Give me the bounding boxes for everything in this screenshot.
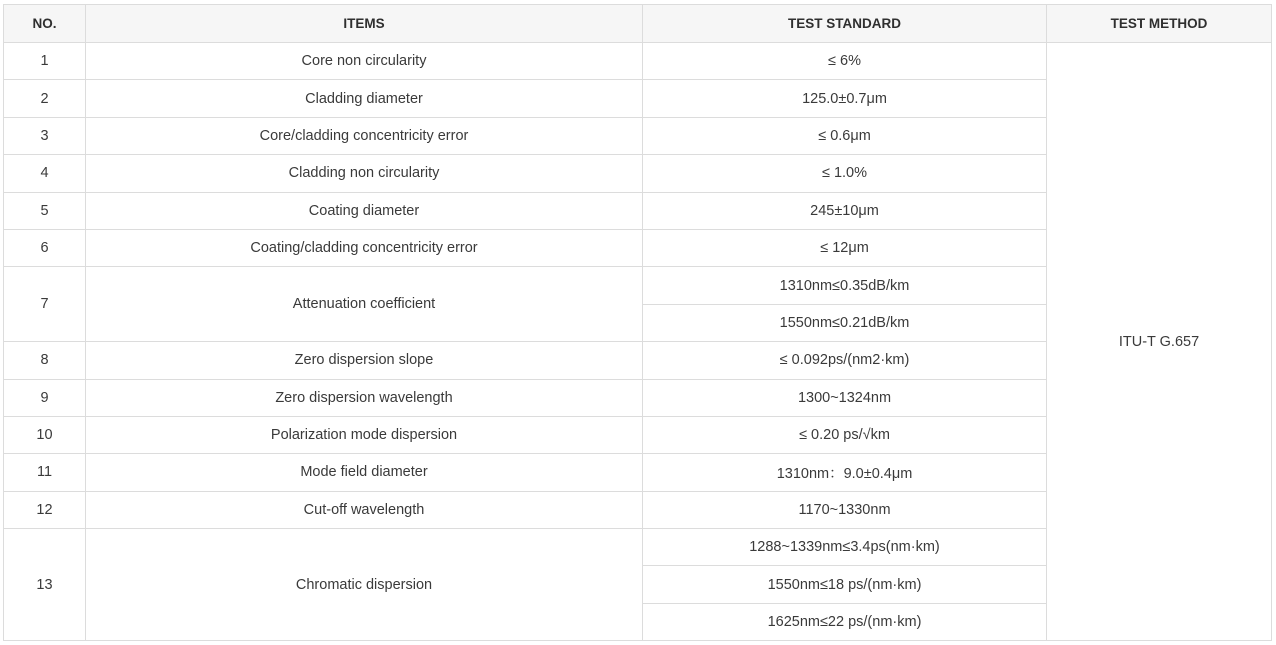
row-standard: 1310nm≤0.35dB/km xyxy=(643,267,1047,304)
spec-table xyxy=(3,4,1272,641)
row-standard: 1288~1339nm≤3.4ps(nm·km) xyxy=(643,529,1047,566)
row-standard: ≤ 12μm xyxy=(643,229,1047,266)
row-standard: ≤ 0.20 ps/√km xyxy=(643,416,1047,453)
row-standard: ≤ 0.092ps/(nm2·km) xyxy=(643,342,1047,379)
row-number: 5 xyxy=(4,192,86,229)
row-item: Cladding non circularity xyxy=(86,155,643,192)
row-number: 8 xyxy=(4,342,86,379)
row-standard: 1550nm≤0.21dB/km xyxy=(643,304,1047,341)
row-item: Core non circularity xyxy=(86,43,643,80)
header-row xyxy=(4,5,1272,43)
row-standard: 1300~1324nm xyxy=(643,379,1047,416)
row-standard: ≤ 6% xyxy=(643,43,1047,80)
row-number: 9 xyxy=(4,379,86,416)
row-item: Polarization mode dispersion xyxy=(86,416,643,453)
header-no: NO. xyxy=(4,5,86,43)
row-item: Cut-off wavelength xyxy=(86,491,643,528)
row-number: 2 xyxy=(4,80,86,117)
row-item: Coating/cladding concentricity error xyxy=(86,229,643,266)
table-row xyxy=(4,43,1272,80)
row-standard: 125.0±0.7μm xyxy=(643,80,1047,117)
row-item: Chromatic dispersion xyxy=(86,529,643,641)
row-item: Zero dispersion wavelength xyxy=(86,379,643,416)
row-item: Zero dispersion slope xyxy=(86,342,643,379)
row-item: Cladding diameter xyxy=(86,80,643,117)
row-item: Coating diameter xyxy=(86,192,643,229)
row-standard: ≤ 1.0% xyxy=(643,155,1047,192)
row-number: 12 xyxy=(4,491,86,528)
header-items: ITEMS xyxy=(86,5,643,43)
row-standard: 1550nm≤18 ps/(nm·km) xyxy=(643,566,1047,603)
row-standard: 245±10μm xyxy=(643,192,1047,229)
test-method-value: ITU-T G.657 xyxy=(1047,43,1272,641)
row-number: 13 xyxy=(4,529,86,641)
row-number: 10 xyxy=(4,416,86,453)
row-number: 4 xyxy=(4,155,86,192)
row-standard: 1625nm≤22 ps/(nm·km) xyxy=(643,603,1047,640)
row-number: 7 xyxy=(4,267,86,342)
row-item: Mode field diameter xyxy=(86,454,643,491)
row-number: 1 xyxy=(4,43,86,80)
row-number: 6 xyxy=(4,229,86,266)
row-number: 11 xyxy=(4,454,86,491)
header-test-method: TEST METHOD xyxy=(1047,5,1272,43)
row-item: Core/cladding concentricity error xyxy=(86,117,643,154)
row-standard: ≤ 0.6μm xyxy=(643,117,1047,154)
row-item: Attenuation coefficient xyxy=(86,267,643,342)
row-standard: 1170~1330nm xyxy=(643,491,1047,528)
row-number: 3 xyxy=(4,117,86,154)
row-standard: 1310nm：9.0±0.4μm xyxy=(643,454,1047,491)
header-test-standard: TEST STANDARD xyxy=(643,5,1047,43)
